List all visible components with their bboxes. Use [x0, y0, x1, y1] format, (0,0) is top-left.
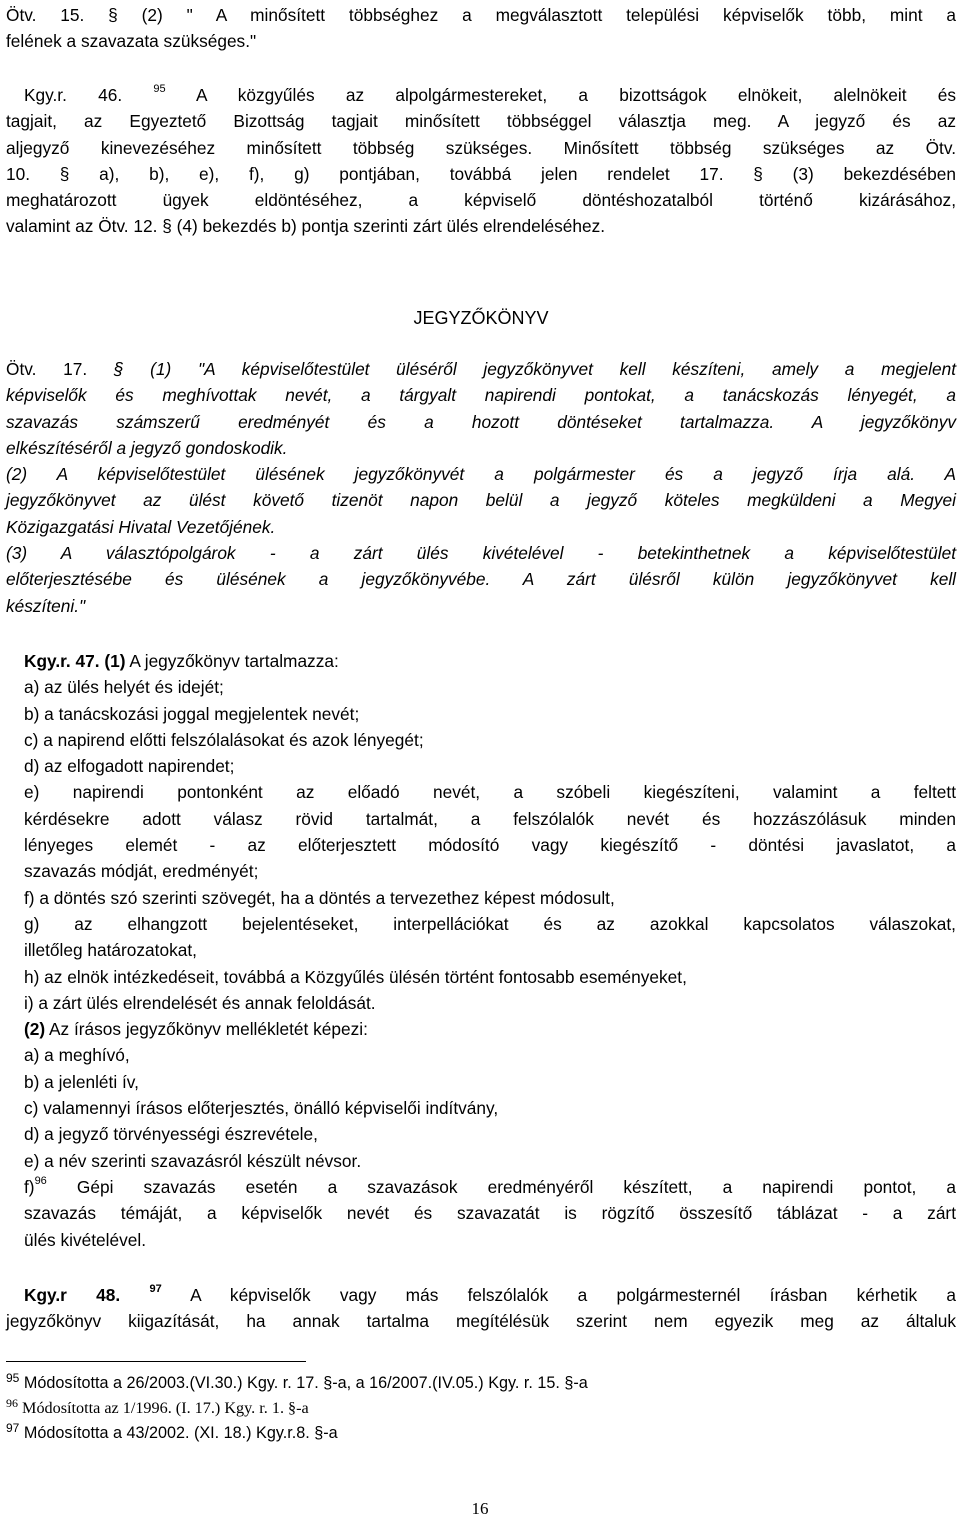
text-line: készíteni."	[6, 595, 86, 616]
list-item: c) a napirend előtti felszólalásokat és azok lényegét;	[24, 729, 424, 750]
text-line: képviselők és meghívottak nevét, a tárgyalt napirendi pontokat, a tanácskozás lényegét, a	[6, 385, 956, 406]
text-line: szavazás számszerű eredményét és a hozott döntéseket tartalmazza. A jegyzőkönyv	[6, 411, 956, 432]
kgy46-paragraph	[6, 82, 956, 240]
footnote-number: 97	[6, 1421, 20, 1435]
text-line	[24, 1174, 956, 1200]
page-number: 16	[471, 1499, 489, 1518]
text-line	[6, 82, 956, 108]
text-line: i) a zárt ülés elrendelését és annak feloldását.	[24, 992, 376, 1013]
footnote-96	[6, 1397, 309, 1420]
text-line: szavazás módját, eredményét;	[24, 861, 259, 882]
list-item: e) a név szerinti szavazásról készült névsor.	[24, 1150, 362, 1171]
kgy48-paragraph	[6, 1282, 956, 1335]
text-line: f) a döntés szó szerinti szövegét, ha a döntés a tervezethez képest módosult,	[24, 887, 615, 908]
footnote-97	[6, 1422, 338, 1445]
text-line: Ötv. 15. § (2) " A minősített többséghez a megválasztott települési képviselők több, mint a	[6, 5, 956, 25]
footnote-text: Módosította a 43/2002. (XI. 18.) Kgy.r.8. §-a	[23, 1424, 338, 1442]
text-line	[24, 648, 956, 674]
text-line: felének a szavazata szükséges."	[6, 31, 257, 52]
text-line: jegyzőkönyvet az ülést követő tizenöt napon belül a jegyző köteles megküldeni a Megyei	[6, 490, 956, 511]
text-line: lényeges elemét - az előterjesztett módosító vagy kiegészítő - döntési javaslatot, a	[24, 835, 956, 856]
text-line: jegyzőkönyv kiigazítását, ha annak tartalma megítélésük szerint nem egyezik meg az általuk	[6, 1311, 956, 1332]
footnote-ref: 96	[34, 1175, 47, 1188]
list-item: d) az elfogadott napirendet;	[24, 756, 235, 777]
text-span: A közgyűlés az alpolgármestereket, a bizottságok elnökeit, alelnökeit és	[195, 85, 956, 105]
footnote-text: Módosította az 1/1996. (I. 17.) Kgy. r. 1. §-a	[22, 1399, 309, 1417]
text-line: (3) A választópolgárok - a zárt ülés kivételével - betekinthetnek a képviselőtestület	[6, 543, 956, 564]
text-line: g) az elhangzott bejelentéseket, interpellációkat és az azokkal kapcsolatos válaszokat,	[24, 913, 956, 934]
text-span: § (1) "A képviselőtestület üléséről jegyzőkönyvet kell készíteni, amely a megjelent	[113, 359, 957, 379]
text-line: Közigazgatási Hivatal Vezetőjének.	[6, 516, 276, 537]
text-span: A képviselők vagy más felszólalók a polgármesternél írásban kérhetik a	[190, 1285, 956, 1305]
text-line: elkészítéséről a jegyző gondoskodik.	[6, 437, 288, 458]
footnote-separator	[6, 1361, 306, 1362]
text-line	[24, 1016, 956, 1042]
list-item: c) valamennyi írásos előterjesztés, önálló képviselői indítvány,	[24, 1098, 499, 1119]
section-label: Kgy.r. 46.	[24, 85, 123, 105]
section-label: Ötv. 17.	[6, 359, 88, 379]
footnote-text: Módosította a 26/2003.(VI.30.) Kgy. r. 17. §-a, a 16/2007.(IV.05.) Kgy. r. 15. §-a	[23, 1374, 588, 1392]
text-line: h) az elnök intézkedéseit, továbbá a Közgyűlés ülésén történt fontosabb eseményeket,	[24, 966, 687, 987]
subsection-label: (2)	[24, 1019, 46, 1040]
footnote-number: 96	[6, 1396, 18, 1410]
text-line: 10. § a), b), e), f), g) pontjában, továbbá jelen rendelet 17. § (3) bekezdésében	[6, 163, 956, 184]
text-line: (2) A képviselőtestület ülésének jegyzőkönyvét a polgármester és a jegyző írja alá. A	[6, 464, 956, 485]
text-line: tagjait, az Egyeztető Bizottság tagjait minősített többséggel választja meg. A jegyző és az	[6, 111, 956, 132]
text-line: kérdésekre adott válasz rövid tartalmát, a felszólalók nevét és hozzászólásuk minden	[24, 808, 956, 829]
footnote-95	[6, 1372, 588, 1395]
footnote-ref: 97	[149, 1283, 162, 1296]
section-label: Kgy.r. 47.	[24, 651, 100, 671]
section-heading: JEGYZŐKÖNYV	[413, 308, 549, 328]
text-line: szavazás témáját, a képviselők nevét és szavazatát is rögzítő összesítő táblázat - a zárt	[24, 1203, 956, 1224]
text-line	[6, 1282, 956, 1308]
text-line: ülés kivételével.	[24, 1229, 146, 1250]
text-span: Az írásos jegyzőkönyv mellékletét képezi:	[48, 1019, 368, 1040]
kgy47-paragraph	[24, 648, 956, 1253]
list-marker: f)	[24, 1176, 35, 1197]
text-line	[6, 356, 956, 382]
otv15-paragraph	[6, 2, 956, 55]
section-label: Kgy.r 48.	[24, 1285, 121, 1305]
text-span: Gépi szavazás esetén a szavazások eredményéről készített, a napirendi pontot, a	[76, 1176, 956, 1197]
subsection-label: (1)	[104, 651, 126, 671]
footnote-number: 95	[6, 1371, 20, 1385]
list-item: b) a tanácskozási joggal megjelentek nevét;	[24, 703, 360, 724]
text-line: valamint az Ötv. 12. § (4) bekezdés b) pontja szerinti zárt ülés elrendeléséhez.	[6, 216, 606, 237]
footnote-ref: 95	[153, 83, 166, 96]
text-line: meghatározott ügyek eldöntéséhez, a képviselő döntéshozatalból történő kizárásához,	[6, 190, 956, 211]
list-item: d) a jegyző törvényességi észrevétele,	[24, 1124, 318, 1145]
otv17-paragraph	[6, 356, 956, 619]
text-span: A jegyzőkönyv tartalmazza:	[129, 651, 339, 671]
list-item: b) a jelenléti ív,	[24, 1071, 139, 1092]
text-line: előterjesztésébe és ülésének a jegyzőkönyvébe. A zárt ülésről külön jegyzőkönyvet kell	[6, 569, 956, 590]
list-item: a) a meghívó,	[24, 1045, 130, 1066]
text-line: e) napirendi pontonként az előadó nevét, a szóbeli kiegészíteni, valamint a feltett	[24, 782, 956, 803]
text-line: illetőleg határozatokat,	[24, 940, 197, 961]
list-item: a) az ülés helyét és idejét;	[24, 677, 224, 698]
text-line: aljegyző kinevezéséhez minősített többség szükséges. Minősített többség szükséges az Ötv.	[6, 137, 956, 158]
